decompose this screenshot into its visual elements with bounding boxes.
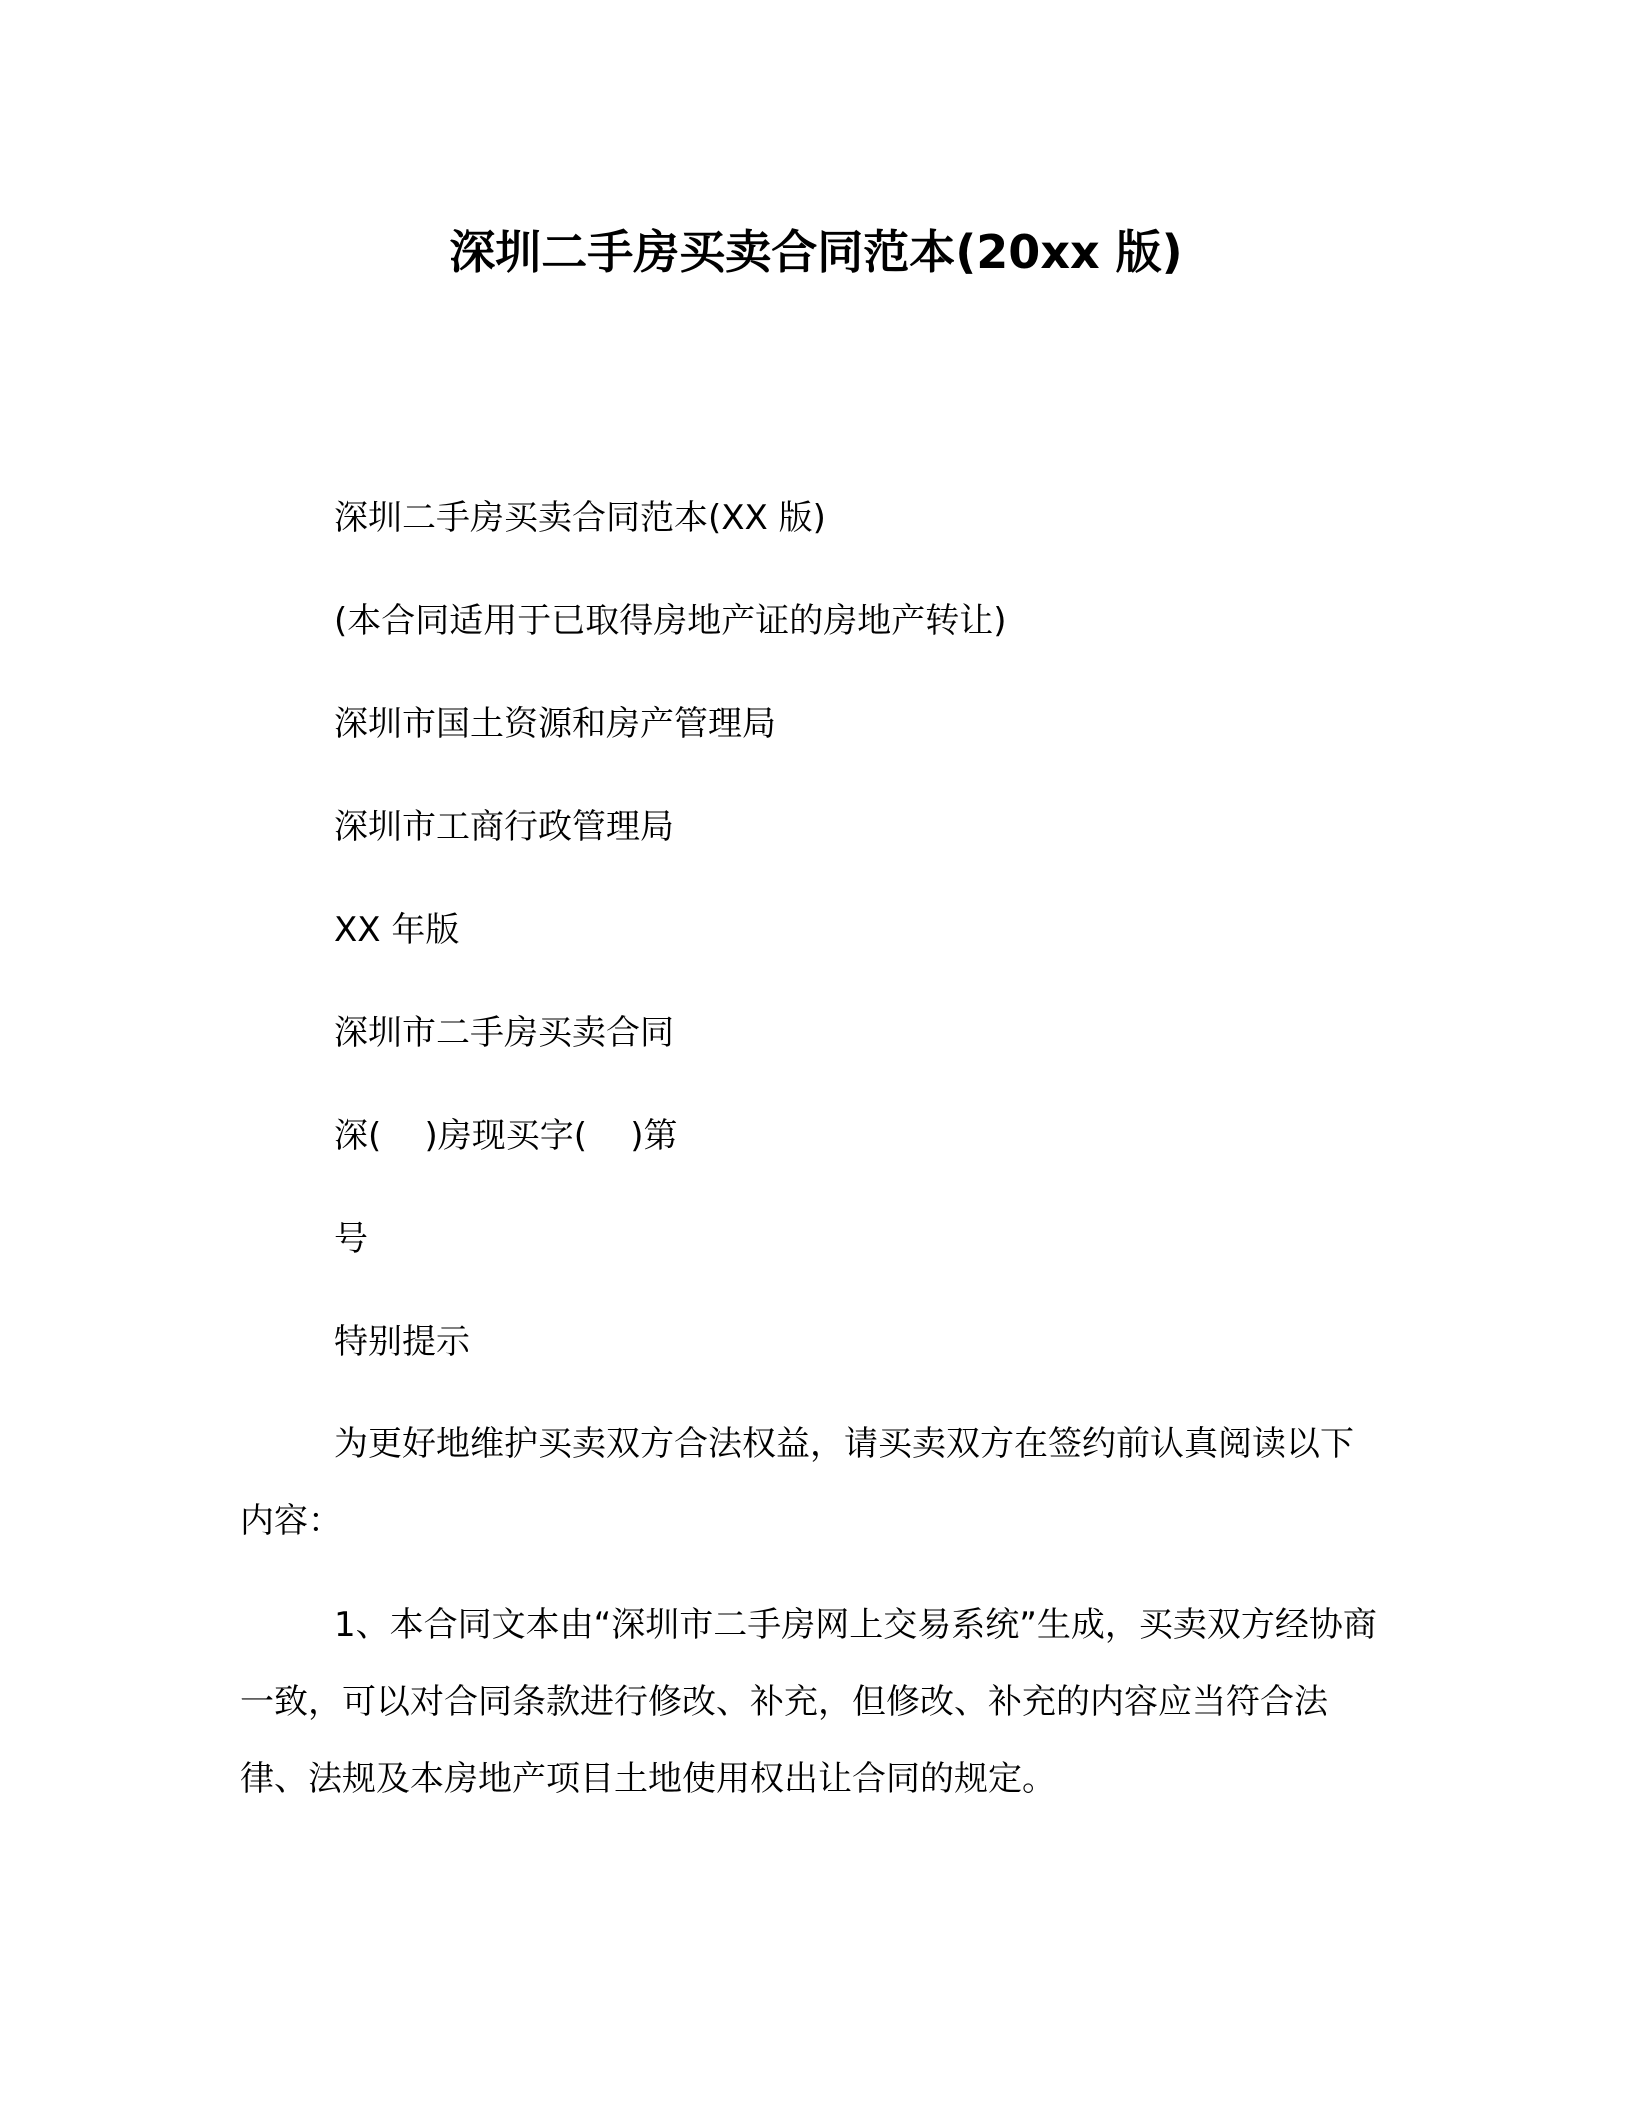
contract-name: 深圳市二手房买卖合同 bbox=[334, 1013, 674, 1053]
contract-subtitle: 深圳二手房买卖合同范本(XX 版) bbox=[334, 498, 826, 538]
document-title: 深圳二手房买卖合同范本(20xx 版) bbox=[449, 225, 1183, 279]
contract-number-prefix: 深( )房现买字( )第 bbox=[334, 1116, 678, 1156]
notice-item-1-paragraph: 1、本合同文本由“深圳市二手房网上交易系统”生成，买卖双方经协商一致，可以对合同条款进行修改、补充，但修改、补充的内容应当符合法律、法规及本房地产项目土地使用权出让合同的规定。 bbox=[240, 1605, 1377, 1799]
applicability-note: (本合同适用于已取得房地产证的房地产转让) bbox=[334, 601, 1007, 641]
special-notice-heading: 特别提示 bbox=[334, 1322, 470, 1362]
contract-number-suffix: 号 bbox=[334, 1219, 368, 1259]
issuer-commerce-bureau: 深圳市工商行政管理局 bbox=[334, 807, 674, 847]
notice-intro-paragraph: 为更好地维护买卖双方合法权益，请买卖双方在签约前认真阅读以下内容： bbox=[240, 1424, 1354, 1541]
issuer-land-bureau: 深圳市国土资源和房产管理局 bbox=[334, 704, 776, 744]
edition-year: XX 年版 bbox=[334, 910, 460, 950]
